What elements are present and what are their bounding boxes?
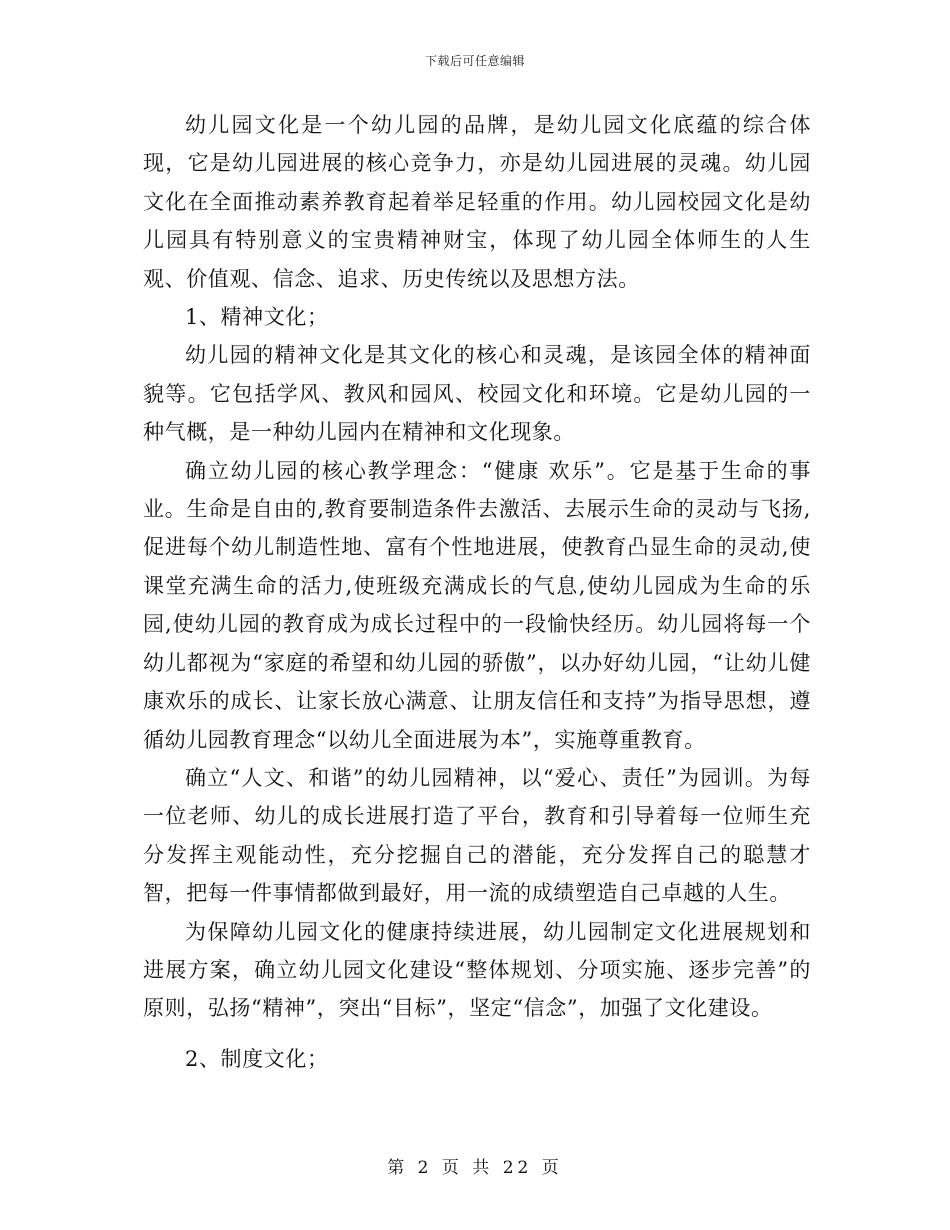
document-body: [143, 106, 811, 1078]
page-number: 第 2 页 共 22 页: [387, 1158, 563, 1178]
section-heading-system-culture: 2、制度文化；: [185, 1046, 329, 1071]
paragraph-culture-planning: 为保障幼儿园文化的健康持续进展，幼儿园制定文化进展规划和进展方案，确立幼儿园文化建设“整体规划、分项实施、逐步完善”的原则，弘扬“精神”，突出“目标”，坚定“信念”，加强了文化建设。: [143, 919, 811, 1021]
section-heading-spiritual-culture: 1、精神文化；: [185, 305, 329, 330]
page-header: 下载后可任意编辑: [424, 54, 525, 68]
paragraph-teaching-philosophy: 确立幼儿园的核心教学理念：“健康 欢乐”。它是基于生命的事业。生命是自由的,教育要制造条件去激活、去展示生命的灵动与飞扬,促进每个幼儿制造性地、富有个性地进展，使教育凸显生命的灵动,使课堂充满生命的活力,使班级充满成长的气息,使幼儿园成为生命的乐园,使幼儿园的教育成为成长过程中的一段愉快经历。幼儿园将每一个幼儿都视为“家庭的希望和幼儿园的骄傲”，以办好幼儿园，“让幼儿健康欢乐的成长、让家长放心满意、让朋友信任和支持”为指导思想，遵循幼儿园教育理念“以幼儿全面进展为本”，实施尊重教育。: [143, 458, 811, 752]
paragraph-kindergarten-spirit: 确立“人文、和谐”的幼儿园精神，以“爱心、责任”为园训。为每一位老师、幼儿的成长进展打造了平台，教育和引导着每一位师生充分发挥主观能动性，充分挖掘自己的潜能，充分发挥自己的聪慧才智，把每一件事情都做到最好，用一流的成绩塑造自己卓越的人生。: [143, 765, 811, 906]
paragraph-intro: 幼儿园文化是一个幼儿园的品牌，是幼儿园文化底蕴的综合体现，它是幼儿园进展的核心竞争力，亦是幼儿园进展的灵魂。幼儿园文化在全面推动素养教育起着举足轻重的作用。幼儿园校园文化是幼儿园具有特别意义的宝贵精神财宝，体现了幼儿园全体师生的人生观、价值观、信念、追求、历史传统以及思想方法。: [143, 113, 811, 291]
paragraph-spiritual-culture: 幼儿园的精神文化是其文化的核心和灵魂，是该园全体的精神面貌等。它包括学风、教风和园风、校园文化和环境。它是幼儿园的一种气概，是一种幼儿园内在精神和文化现象。: [143, 343, 811, 445]
